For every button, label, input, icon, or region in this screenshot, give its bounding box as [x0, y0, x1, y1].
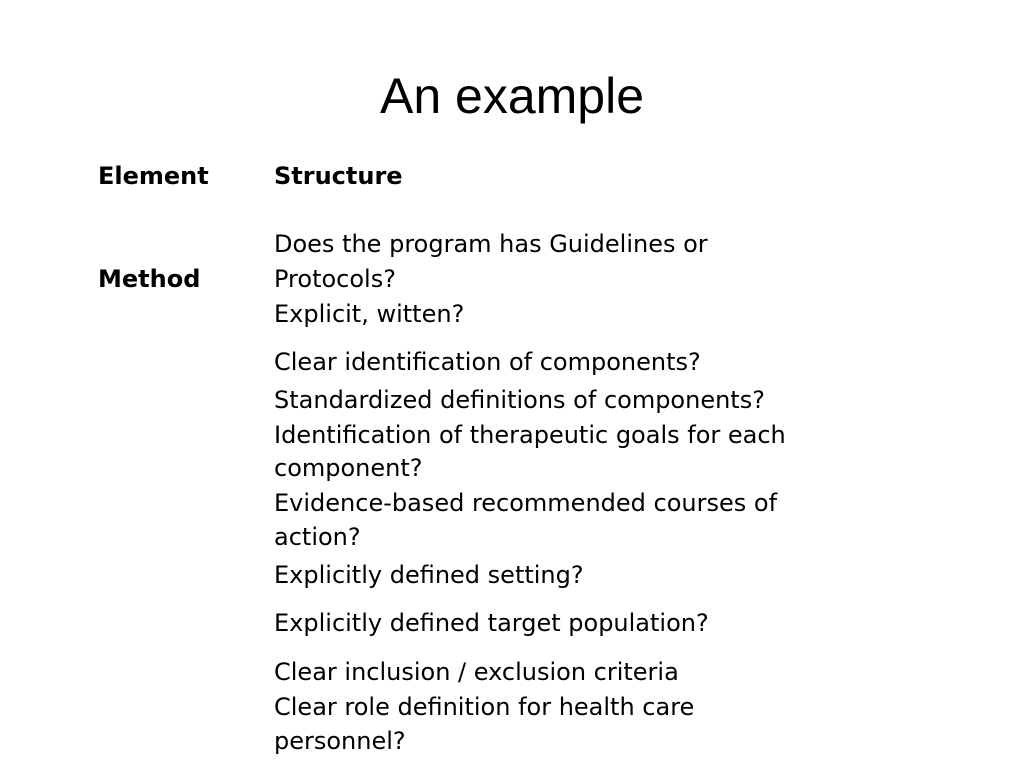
structure-line: Clear inclusion / exclusion criteria — [274, 658, 679, 686]
structure-line: Explicit, witten? — [274, 300, 465, 328]
structure-line: component? — [274, 454, 423, 482]
structure-line: Explicitly defined target population? — [274, 609, 709, 637]
structure-line: Identification of therapeutic goals for each — [274, 421, 786, 449]
row-label-method: Method — [98, 265, 201, 293]
column-header-element: Element — [98, 162, 209, 190]
structure-line: Protocols? — [274, 265, 396, 293]
column-header-structure: Structure — [274, 162, 403, 190]
structure-line: action? — [274, 523, 361, 551]
structure-line: Evidence-based recommended courses of — [274, 489, 778, 517]
slide-title: An example — [379, 68, 645, 124]
structure-line: Does the program has Guidelines or — [274, 230, 708, 258]
structure-line: Explicitly defined setting? — [274, 561, 584, 589]
structure-line: Clear role definition for health care — [274, 693, 695, 721]
structure-line: Clear identification of components? — [274, 348, 701, 376]
structure-line: personnel? — [274, 727, 406, 755]
structure-line: Standardized definitions of components? — [274, 386, 765, 414]
